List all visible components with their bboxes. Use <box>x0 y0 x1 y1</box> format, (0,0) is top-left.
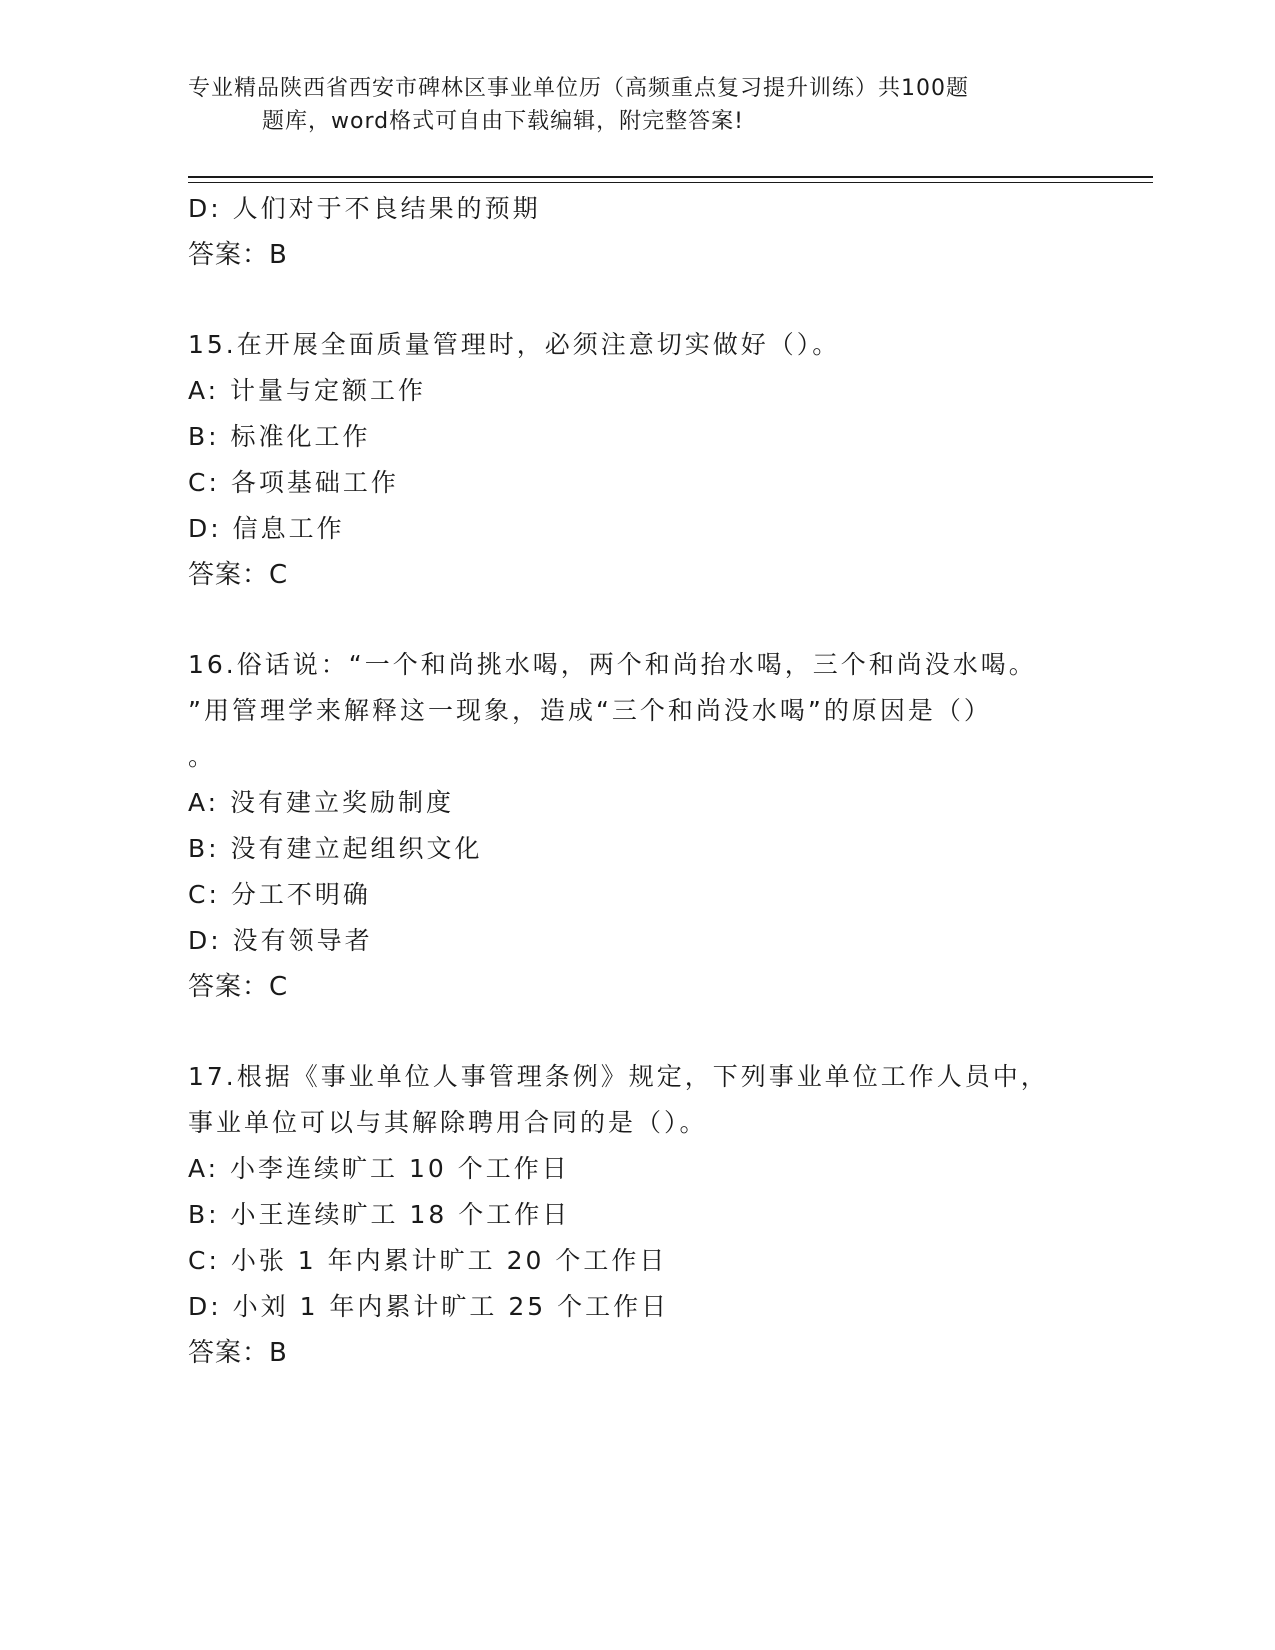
question-stem-line1: 17.根据《事业单位人事管理条例》规定，下列事业单位工作人员中， <box>188 1062 1049 1091</box>
question-stem-line3: 。 <box>188 742 217 771</box>
question-stem-line2: 事业单位可以与其解除聘用合同的是（）。 <box>188 1108 708 1137</box>
answer: 答案：C <box>188 560 289 590</box>
option-a: A: 计量与定额工作 <box>188 376 427 405</box>
question-stem-line1: 16.俗话说：“一个和尚挑水喝，两个和尚抬水喝，三个和尚没水喝。 <box>188 650 1037 679</box>
option-d: D: 小刘 1 年内累计旷工 25 个工作日 <box>188 1292 670 1321</box>
option-c: C: 各项基础工作 <box>188 468 399 497</box>
option-a: A: 小李连续旷工 10 个工作日 <box>188 1154 570 1183</box>
question-15 <box>188 322 1088 598</box>
option-a: A: 没有建立奖励制度 <box>188 788 455 817</box>
question-17 <box>188 1054 1088 1376</box>
question-stem-line2: ”用管理学来解释这一现象，造成“三个和尚没水喝”的原因是（） <box>188 696 992 725</box>
question-16 <box>188 642 1088 1010</box>
header-title-line2: 题库，word格式可自由下载编辑，附完整答案! <box>262 109 744 134</box>
answer: 答案：B <box>188 240 288 270</box>
option-c: C: 小张 1 年内累计旷工 20 个工作日 <box>188 1246 668 1275</box>
document-header <box>188 72 1048 138</box>
option-d: D: 没有领导者 <box>188 926 373 955</box>
option-b: B: 没有建立起组织文化 <box>188 834 483 863</box>
document-body <box>188 186 1088 1376</box>
answer: 答案：C <box>188 972 289 1002</box>
question-prev <box>188 186 1088 278</box>
option-b: B: 小王连续旷工 18 个工作日 <box>188 1200 571 1229</box>
option-d: D: 信息工作 <box>188 514 345 543</box>
header-rule-thick <box>188 176 1153 178</box>
option-d: D: 人们对于不良结果的预期 <box>188 194 541 223</box>
header-rule-thin <box>188 182 1153 183</box>
option-c: C: 分工不明确 <box>188 880 371 909</box>
header-title-line1: 专业精品陕西省西安市碑林区事业单位历（高频重点复习提升训练）共100题 <box>188 76 969 101</box>
answer: 答案：B <box>188 1338 288 1368</box>
question-stem: 15.在开展全面质量管理时，必须注意切实做好（）。 <box>188 330 841 359</box>
option-b: B: 标准化工作 <box>188 422 371 451</box>
